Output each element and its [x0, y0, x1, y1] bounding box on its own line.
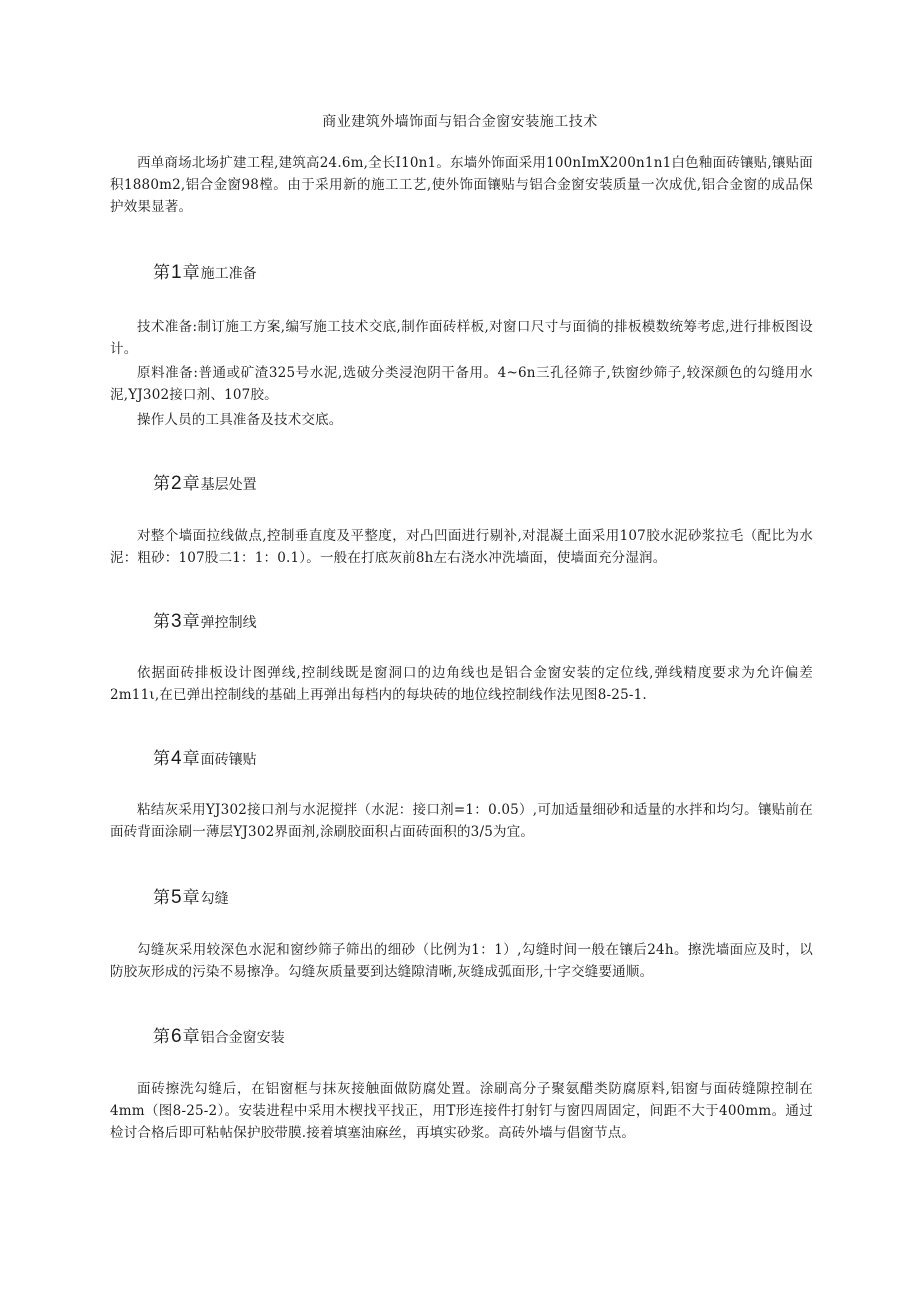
chapter-6-paragraph-1: 面砖擦洗勾缝后，在铝窗框与抹灰接触面做防腐处置。涂刷高分子聚氨醋类防腐原料,铝窗与面砖缝隙控制在4mm（图8-25-2）。安装进程中采用木楔找平找正，用T形连接件打射钉与窗四周固定，间距不大于400mm。通过检讨合格后即可粘帖保护胶带膜.接着填塞油麻丝，再填实砂浆。高砖外墙与倡窗节点。: [110, 1081, 813, 1141]
chapter-prefix: 第: [153, 749, 170, 769]
chapter-number: 1: [171, 262, 182, 283]
intro-paragraph: 西单商场北场扩建工程,建筑高24.6m,全长I10n1。东墙外饰面采用100nImX200n1n1白色釉面砖镶贴,镶贴面积1880m2,铝合金窗98樘。由于采用新的施工工艺,使外饰面镶贴与铝合金窗安装质量一次成优,铝合金窗的成品保护效果显著。: [110, 155, 813, 215]
chapter-suffix: 章: [182, 263, 200, 283]
chapter-prefix: 第: [153, 474, 170, 494]
chapter-number: 5: [171, 887, 182, 908]
chapter-suffix: 章: [182, 474, 200, 494]
chapter-4-heading: [153, 744, 257, 770]
chapter-prefix: 第: [153, 888, 170, 908]
chapter-2-paragraph-1: 对整个墙面拉线做点,控制垂直度及平整度，对凸凹面进行剔补,对混凝土面采用107胶水泥砂浆拉毛（配比为水泥：粗砂：107股二1：1：0.1）。一般在打底灰前8h左右浇水冲洗墙面，使墙面充分湿润。: [110, 528, 813, 566]
chapter-title: 基层处置: [200, 477, 257, 493]
chapter-1-paragraph-3: 操作人员的工具准备及技术交底。: [137, 412, 343, 428]
chapter-suffix: 章: [182, 888, 200, 908]
chapter-prefix: 第: [153, 263, 170, 283]
chapter-number: 6: [171, 1026, 182, 1047]
chapter-4-paragraph-1: 粘结灰采用YJ302接口剂与水泥搅拌（水泥：接口剂=1：0.05）,可加适量细砂和适量的水拌和均匀。镶贴前在面砖背面涂刷一薄层YJ302界面剂,涂刷胶面积占面砖面积的3/5为宜。: [110, 802, 813, 840]
chapter-title: 施工准备: [200, 266, 257, 282]
chapter-5-paragraph-1: 勾缝灰采用较深色水泥和窗纱筛子筛出的细砂（比例为1：1）,勾缝时间一般在镶后24h。擦洗墙面应及时，以防胶灰形成的污染不易擦净。勾缝灰质量要到达缝隙清晰,灰缝成弧面形,十字交缝要通顺。: [110, 942, 813, 980]
chapter-6-heading: [153, 1022, 285, 1048]
chapter-1-heading: [153, 258, 257, 284]
chapter-prefix: 第: [153, 1027, 170, 1047]
chapter-number: 3: [171, 611, 182, 632]
document-title: 商业建筑外墙饰面与铝合金窗安装施工技术: [322, 114, 598, 130]
chapter-number: 4: [171, 748, 182, 769]
chapter-number: 2: [171, 473, 182, 494]
chapter-3-paragraph-1: 依据面砖排板设计图弹线,控制线既是窗洞口的边角线也是铝合金窗安装的定位线,弹线精度要求为允许偏差2m11ι,在已弹出控制线的基础上再弹出每档内的每块砖的地位线控制线作法见图8-25-1.: [110, 665, 813, 703]
chapter-suffix: 章: [182, 749, 200, 769]
chapter-title: 弹控制线: [200, 615, 257, 631]
chapter-prefix: 第: [153, 612, 170, 632]
chapter-title: 面砖镶贴: [200, 752, 257, 768]
chapter-3-heading: [153, 607, 257, 633]
chapter-title: 勾缝: [200, 891, 229, 907]
chapter-1-paragraph-2: 原料准备:普通或矿渣325号水泥,选破分类浸泡阴干备用。4~6n三孔径筛子,铁窗纱筛子,较深颜色的勾缝用水泥,YJ302接口剂、107胶。: [110, 365, 813, 403]
chapter-suffix: 章: [182, 1027, 200, 1047]
chapter-2-heading: [153, 469, 257, 495]
chapter-suffix: 章: [182, 612, 200, 632]
chapter-5-heading: [153, 883, 229, 909]
chapter-title: 铝合金窗安装: [200, 1030, 285, 1046]
chapter-1-paragraph-1: 技术准备:制订施工方案,编写施工技术交底,制作面砖样板,对窗口尺寸与面徜的排板模数统筹考虑,进行排板图设计。: [110, 319, 813, 357]
